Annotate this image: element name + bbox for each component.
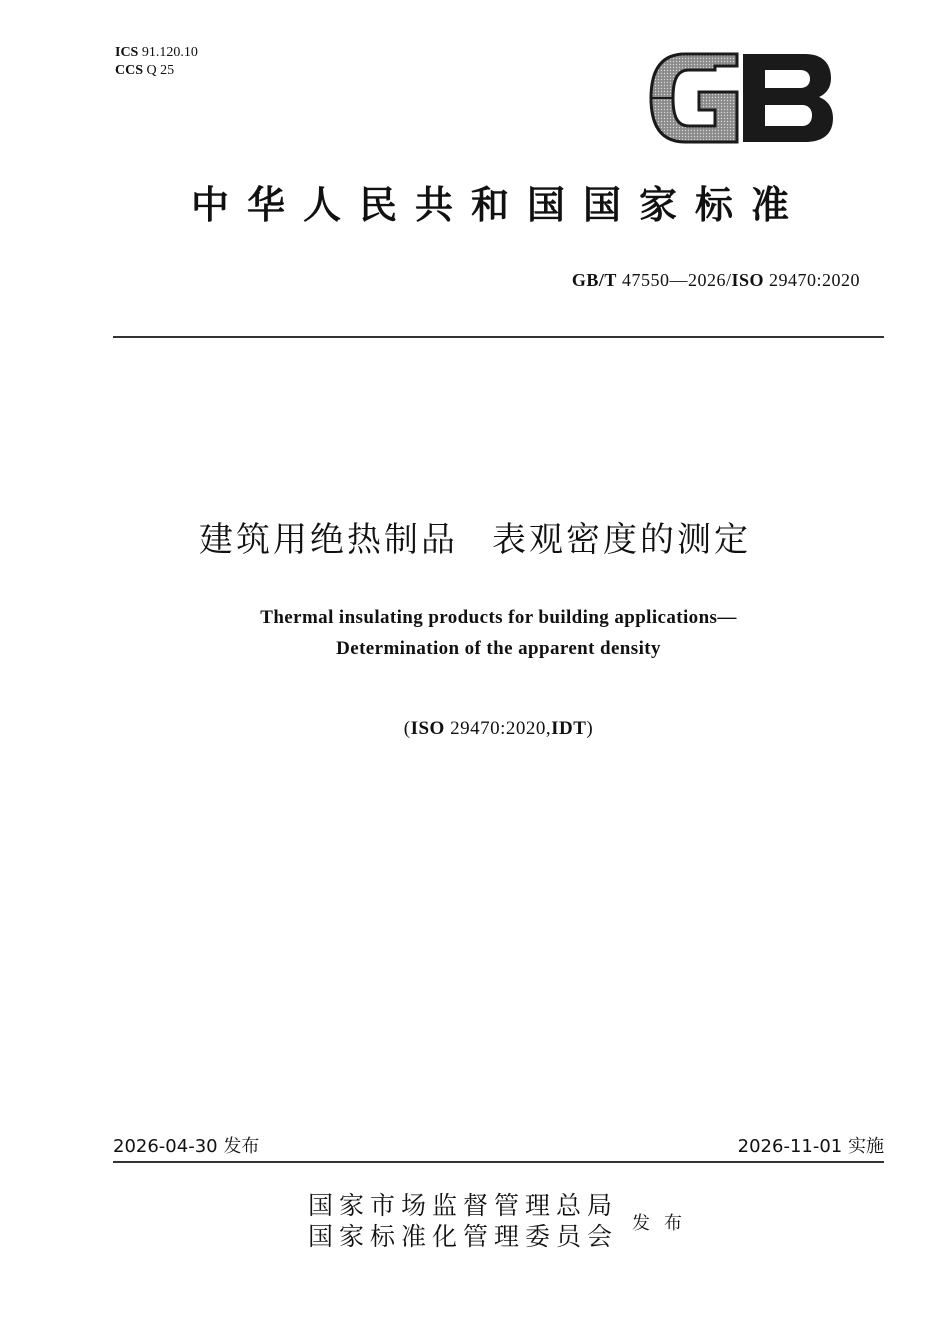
ics-code: ICS 91.120.10 bbox=[115, 45, 198, 60]
issuer-samr: 国家市场监督管理总局 bbox=[308, 1191, 619, 1220]
footer-divider bbox=[113, 1161, 884, 1163]
title-english-line2: Determination of the apparent density bbox=[336, 638, 661, 659]
publish-label: 发布 bbox=[632, 1213, 696, 1234]
issuer-sac: 国家标准化管理委员会 bbox=[308, 1222, 619, 1251]
title-chinese: 建筑用绝热制品 表观密度的测定 bbox=[199, 520, 751, 560]
implementation-date: 2026-11-01 实施 bbox=[737, 1136, 884, 1157]
title-english-line1: Thermal insulating products for building applications— bbox=[260, 607, 737, 628]
classification-codes bbox=[115, 44, 198, 80]
standard-number: GB/T 47550—2026/ISO 29470:2020 bbox=[571, 270, 860, 290]
title-english bbox=[0, 602, 950, 664]
national-standard-title: 中华人民共和国国家标准 bbox=[190, 183, 807, 227]
issue-date: 2026-04-30 发布 bbox=[113, 1136, 260, 1157]
adoption-note: (ISO 29470:2020,IDT) bbox=[403, 718, 594, 739]
gb-logo bbox=[645, 48, 837, 148]
header-divider bbox=[113, 336, 884, 338]
issuing-authorities bbox=[308, 1190, 618, 1252]
ccs-code: CCS Q 25 bbox=[115, 63, 175, 78]
